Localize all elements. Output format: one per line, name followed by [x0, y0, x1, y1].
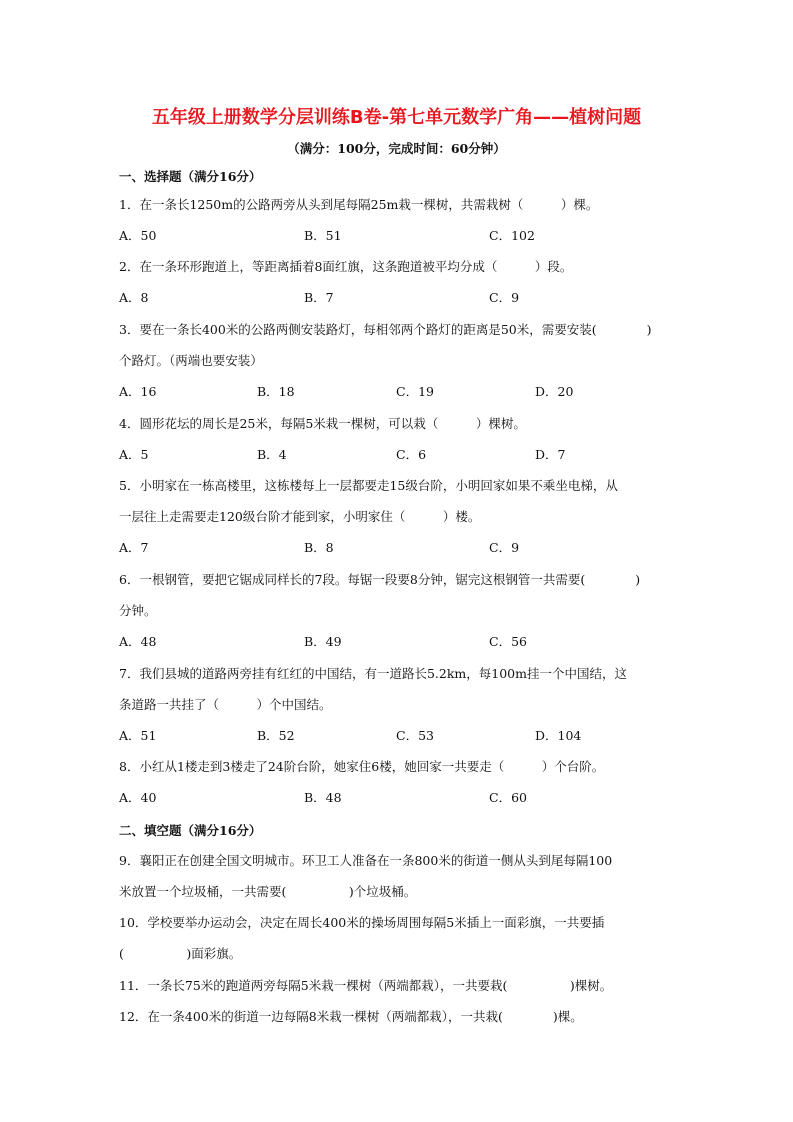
question-6-option-a: A．48: [119, 634, 157, 649]
question-4-text: 4．圆形花坛的周长是25米，每隔5米栽一棵树，可以栽（ ）棵树。: [119, 416, 526, 431]
document-subtitle: （满分：100分，完成时间：60分钟）: [287, 141, 506, 156]
question-7-option-d: D．104: [535, 728, 582, 743]
question-4-option-d: D．7: [535, 447, 566, 462]
question-5-text-line-1: 5．小明家在一栋高楼里，这栋楼每上一层都要走15级台阶，小明回家如果不乘坐电梯，从: [119, 478, 618, 493]
question-2-option-c: C．9: [489, 290, 520, 305]
question-1-text: 1．在一条长1250m的公路两旁从头到尾每隔25m栽一棵树，共需栽树（ ）棵。: [119, 197, 599, 212]
question-1-option-b: B．51: [304, 228, 342, 243]
question-5-option-b: B．8: [304, 540, 334, 555]
question-3-option-a: A．16: [119, 384, 157, 399]
question-11-text: 11．一条长75米的跑道两旁每隔5米栽一棵树（两端都栽），一共要栽( )棵树。: [119, 978, 613, 993]
question-5-option-c: C．9: [489, 540, 520, 555]
question-4-option-c: C．6: [396, 447, 427, 462]
section-heading-multiple-choice: 一、选择题（满分16分）: [119, 169, 262, 184]
question-4-option-a: A．5: [119, 447, 149, 462]
question-9-text-line-2: 米放置一个垃圾桶，一共需要( )个垃圾桶。: [119, 884, 417, 899]
question-12-text: 12．在一条400米的街道一边每隔8米栽一棵树（两端都栽），一共栽( )棵。: [119, 1009, 583, 1024]
question-9-text-line-1: 9．襄阳正在创建全国文明城市。环卫工人准备在一条800米的街道一侧从头到尾每隔100: [119, 853, 613, 868]
question-7-text-line-2: 条道路一共挂了（ ）个中国结。: [119, 697, 332, 712]
question-3-text-line-1: 3．要在一条长400米的公路两侧安装路灯，每相邻两个路灯的距离是50米，需要安装( ): [119, 322, 652, 337]
question-8-option-c: C．60: [489, 790, 527, 805]
question-7-option-c: C．53: [396, 728, 434, 743]
question-7-text-line-1: 7．我们县城的道路两旁挂有红红的中国结，有一道路长5.2km，每100m挂一个中国结，这: [119, 666, 627, 681]
question-6-text-line-2: 分钟。: [119, 603, 157, 618]
document-title: 五年级上册数学分层训练B卷-第七单元数学广角——植树问题: [151, 107, 642, 128]
question-8-text: 8．小红从1楼走到3楼走了24阶台阶，她家住6楼，她回家一共要走（ ）个台阶。: [119, 759, 605, 774]
question-8-option-a: A．40: [119, 790, 157, 805]
question-4-option-b: B．4: [257, 447, 287, 462]
question-1-option-a: A．50: [119, 228, 157, 243]
section-heading-fill-in-blank: 二、填空题（满分16分）: [119, 823, 262, 838]
question-6-option-c: C．56: [489, 634, 527, 649]
question-10-text-line-2: ( )面彩旗。: [119, 946, 242, 961]
question-7-option-a: A．51: [119, 728, 157, 743]
question-2-option-a: A．8: [119, 290, 149, 305]
question-5-option-a: A．7: [119, 540, 149, 555]
question-1-option-c: C．102: [489, 228, 535, 243]
question-2-text: 2．在一条环形跑道上，等距离插着8面红旗，这条跑道被平均分成（ ）段。: [119, 259, 573, 274]
question-6-text-line-1: 6．一根钢管，要把它锯成同样长的7段。每锯一段要8分钟，锯完这根钢管一共需要( ): [119, 572, 641, 587]
question-3-text-line-2: 个路灯。（两端也要安装）: [119, 353, 263, 368]
question-8-option-b: B．48: [304, 790, 342, 805]
question-7-option-b: B．52: [257, 728, 295, 743]
question-3-option-d: D．20: [535, 384, 574, 399]
question-3-option-c: C．19: [396, 384, 434, 399]
question-10-text-line-1: 10．学校要举办运动会，决定在周长400米的操场周围每隔5米插上一面彩旗，一共要插: [119, 915, 605, 930]
question-2-option-b: B．7: [304, 290, 334, 305]
question-5-text-line-2: 一层往上走需要走120级台阶才能到家，小明家住（ ）楼。: [119, 509, 481, 524]
question-3-option-b: B．18: [257, 384, 295, 399]
question-6-option-b: B．49: [304, 634, 342, 649]
